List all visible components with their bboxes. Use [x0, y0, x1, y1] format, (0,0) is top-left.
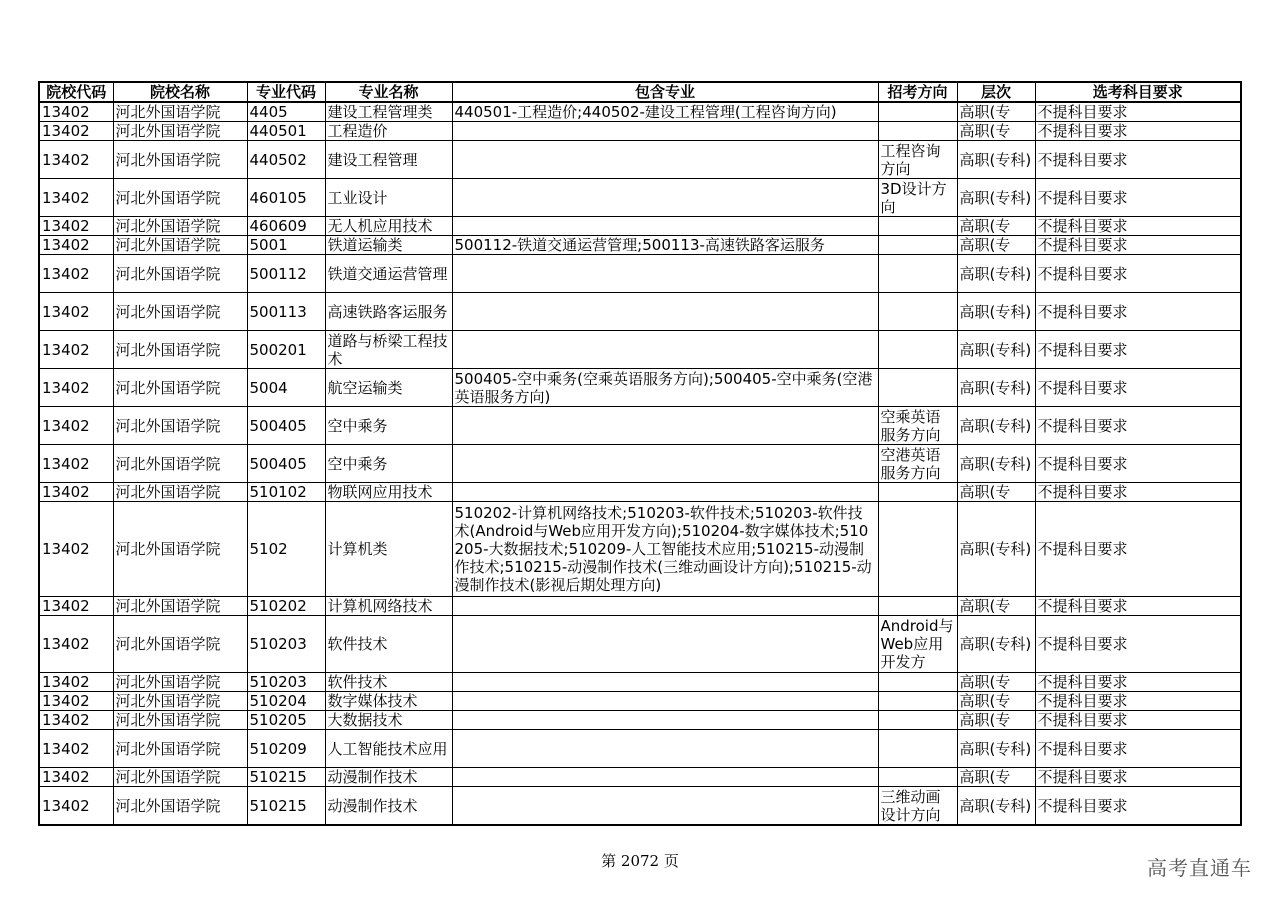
cell-school-name: 河北外国语学院 [113, 730, 247, 768]
cell-major-code: 5004 [247, 369, 325, 407]
cell-level: 高职(专 [957, 122, 1035, 141]
cell-school-name: 河北外国语学院 [113, 179, 247, 217]
cell-subject-requirement: 不提科目要求 [1035, 483, 1241, 502]
cell-school-name: 河北外国语学院 [113, 597, 247, 616]
cell-major-name: 航空运输类 [325, 369, 452, 407]
cell-school-code: 13402 [39, 711, 113, 730]
table-row [39, 711, 1241, 730]
cell-included-majors: 500112-铁道交通运营管理;500113-高速铁路客运服务 [452, 236, 878, 255]
cell-major-code: 440501 [247, 122, 325, 141]
cell-major-name: 动漫制作技术 [325, 787, 452, 826]
cell-school-name: 河北外国语学院 [113, 141, 247, 179]
cell-major-code: 510209 [247, 730, 325, 768]
table-row [39, 673, 1241, 692]
cell-level: 高职(专科) [957, 331, 1035, 369]
cell-school-code: 13402 [39, 502, 113, 597]
cell-major-name: 软件技术 [325, 673, 452, 692]
table-row [39, 293, 1241, 331]
table-row [39, 236, 1241, 255]
cell-subject-requirement: 不提科目要求 [1035, 616, 1241, 673]
cell-school-name: 河北外国语学院 [113, 236, 247, 255]
cell-major-name: 高速铁路客运服务 [325, 293, 452, 331]
cell-direction [878, 730, 957, 768]
cell-level: 高职(专科) [957, 179, 1035, 217]
cell-direction: 空乘英语服务方向 [878, 407, 957, 445]
cell-major-name: 工业设计 [325, 179, 452, 217]
cell-school-name: 河北外国语学院 [113, 217, 247, 236]
cell-subject-requirement: 不提科目要求 [1035, 369, 1241, 407]
cell-major-name: 计算机类 [325, 502, 452, 597]
cell-direction [878, 673, 957, 692]
table-row [39, 616, 1241, 673]
cell-major-code: 500405 [247, 445, 325, 483]
cell-major-code: 510215 [247, 787, 325, 826]
cell-school-code: 13402 [39, 217, 113, 236]
cell-direction [878, 768, 957, 787]
cell-major-name: 大数据技术 [325, 711, 452, 730]
cell-major-code: 460105 [247, 179, 325, 217]
page-number: 第 2072 页 [601, 852, 679, 870]
cell-major-code: 5102 [247, 502, 325, 597]
table-row [39, 331, 1241, 369]
cell-level: 高职(专 [957, 597, 1035, 616]
cell-level: 高职(专科) [957, 255, 1035, 293]
cell-included-majors [452, 445, 878, 483]
cell-level: 高职(专科) [957, 445, 1035, 483]
header-level: 层次 [957, 82, 1035, 102]
cell-school-name: 河北外国语学院 [113, 331, 247, 369]
cell-included-majors: 500405-空中乘务(空乘英语服务方向);500405-空中乘务(空港英语服务方向) [452, 369, 878, 407]
cell-direction [878, 293, 957, 331]
cell-included-majors [452, 597, 878, 616]
cell-school-code: 13402 [39, 141, 113, 179]
table-header-row [39, 82, 1241, 102]
cell-school-code: 13402 [39, 331, 113, 369]
table-row [39, 407, 1241, 445]
cell-school-code: 13402 [39, 787, 113, 826]
cell-major-name: 软件技术 [325, 616, 452, 673]
cell-subject-requirement: 不提科目要求 [1035, 102, 1241, 122]
cell-school-code: 13402 [39, 179, 113, 217]
cell-school-code: 13402 [39, 483, 113, 502]
cell-school-code: 13402 [39, 102, 113, 122]
cell-school-name: 河北外国语学院 [113, 102, 247, 122]
table-row [39, 255, 1241, 293]
cell-direction [878, 502, 957, 597]
cell-major-code: 500405 [247, 407, 325, 445]
cell-subject-requirement: 不提科目要求 [1035, 730, 1241, 768]
cell-level: 高职(专科) [957, 141, 1035, 179]
cell-included-majors [452, 711, 878, 730]
cell-school-name: 河北外国语学院 [113, 711, 247, 730]
header-school-name: 院校名称 [113, 82, 247, 102]
cell-major-name: 铁道交通运营管理 [325, 255, 452, 293]
cell-school-name: 河北外国语学院 [113, 255, 247, 293]
cell-school-name: 河北外国语学院 [113, 369, 247, 407]
cell-school-name: 河北外国语学院 [113, 407, 247, 445]
cell-subject-requirement: 不提科目要求 [1035, 255, 1241, 293]
cell-subject-requirement: 不提科目要求 [1035, 597, 1241, 616]
cell-subject-requirement: 不提科目要求 [1035, 217, 1241, 236]
cell-level: 高职(专科) [957, 293, 1035, 331]
cell-included-majors [452, 331, 878, 369]
cell-included-majors [452, 730, 878, 768]
cell-direction [878, 122, 957, 141]
cell-subject-requirement: 不提科目要求 [1035, 768, 1241, 787]
cell-major-name: 工程造价 [325, 122, 452, 141]
cell-subject-requirement: 不提科目要求 [1035, 711, 1241, 730]
table-row [39, 122, 1241, 141]
cell-major-name: 计算机网络技术 [325, 597, 452, 616]
cell-major-name: 空中乘务 [325, 407, 452, 445]
cell-direction [878, 102, 957, 122]
cell-subject-requirement: 不提科目要求 [1035, 692, 1241, 711]
cell-school-code: 13402 [39, 597, 113, 616]
table-row [39, 730, 1241, 768]
cell-subject-requirement: 不提科目要求 [1035, 502, 1241, 597]
table-row [39, 369, 1241, 407]
table-row [39, 768, 1241, 787]
cell-included-majors: 440501-工程造价;440502-建设工程管理(工程咨询方向) [452, 102, 878, 122]
cell-direction: 工程咨询方向 [878, 141, 957, 179]
table-row [39, 597, 1241, 616]
cell-subject-requirement: 不提科目要求 [1035, 179, 1241, 217]
cell-school-name: 河北外国语学院 [113, 483, 247, 502]
cell-major-code: 510215 [247, 768, 325, 787]
cell-level: 高职(专科) [957, 407, 1035, 445]
cell-subject-requirement: 不提科目要求 [1035, 445, 1241, 483]
cell-major-name: 建设工程管理 [325, 141, 452, 179]
cell-included-majors [452, 141, 878, 179]
cell-level: 高职(专 [957, 673, 1035, 692]
cell-major-name: 无人机应用技术 [325, 217, 452, 236]
cell-subject-requirement: 不提科目要求 [1035, 673, 1241, 692]
cell-included-majors [452, 293, 878, 331]
cell-school-code: 13402 [39, 730, 113, 768]
header-direction: 招考方向 [878, 82, 957, 102]
cell-level: 高职(专科) [957, 369, 1035, 407]
cell-school-code: 13402 [39, 673, 113, 692]
cell-included-majors [452, 692, 878, 711]
cell-major-name: 动漫制作技术 [325, 768, 452, 787]
cell-level: 高职(专 [957, 768, 1035, 787]
cell-major-code: 460609 [247, 217, 325, 236]
table-row [39, 692, 1241, 711]
cell-school-name: 河北外国语学院 [113, 768, 247, 787]
cell-subject-requirement: 不提科目要求 [1035, 141, 1241, 179]
cell-direction [878, 483, 957, 502]
cell-major-code: 500112 [247, 255, 325, 293]
cell-direction [878, 369, 957, 407]
table-row [39, 787, 1241, 826]
cell-subject-requirement: 不提科目要求 [1035, 331, 1241, 369]
cell-included-majors [452, 179, 878, 217]
table-row [39, 102, 1241, 122]
admissions-table [38, 81, 1242, 826]
cell-included-majors [452, 217, 878, 236]
cell-major-name: 空中乘务 [325, 445, 452, 483]
cell-direction: 空港英语服务方向 [878, 445, 957, 483]
cell-included-majors [452, 616, 878, 673]
cell-level: 高职(专 [957, 483, 1035, 502]
header-subject-requirement: 选考科目要求 [1035, 82, 1241, 102]
cell-level: 高职(专 [957, 236, 1035, 255]
header-included-majors: 包含专业 [452, 82, 878, 102]
cell-major-name: 数字媒体技术 [325, 692, 452, 711]
cell-major-code: 510203 [247, 616, 325, 673]
cell-school-code: 13402 [39, 768, 113, 787]
cell-school-code: 13402 [39, 293, 113, 331]
cell-major-code: 500113 [247, 293, 325, 331]
cell-included-majors [452, 255, 878, 293]
cell-major-code: 510204 [247, 692, 325, 711]
cell-major-code: 440502 [247, 141, 325, 179]
table-row [39, 483, 1241, 502]
cell-subject-requirement: 不提科目要求 [1035, 407, 1241, 445]
cell-major-name: 物联网应用技术 [325, 483, 452, 502]
cell-level: 高职(专 [957, 711, 1035, 730]
cell-direction: 三维动画设计方向 [878, 787, 957, 826]
cell-major-name: 建设工程管理类 [325, 102, 452, 122]
cell-included-majors [452, 407, 878, 445]
cell-major-code: 5001 [247, 236, 325, 255]
cell-direction [878, 692, 957, 711]
cell-major-name: 道路与桥梁工程技术 [325, 331, 452, 369]
cell-level: 高职(专 [957, 692, 1035, 711]
cell-level: 高职(专 [957, 217, 1035, 236]
cell-school-code: 13402 [39, 692, 113, 711]
cell-school-code: 13402 [39, 407, 113, 445]
cell-included-majors [452, 673, 878, 692]
cell-school-name: 河北外国语学院 [113, 692, 247, 711]
cell-major-name: 人工智能技术应用 [325, 730, 452, 768]
cell-direction: Android与Web应用开发方 [878, 616, 957, 673]
cell-school-code: 13402 [39, 122, 113, 141]
header-school-code: 院校代码 [39, 82, 113, 102]
cell-direction [878, 711, 957, 730]
table-row [39, 445, 1241, 483]
cell-school-code: 13402 [39, 616, 113, 673]
cell-level: 高职(专 [957, 102, 1035, 122]
cell-major-code: 510202 [247, 597, 325, 616]
cell-included-majors: 510202-计算机网络技术;510203-软件技术;510203-软件技术(Android与Web应用开发方向);510204-数字媒体技术;510205-大数据技术;510209-人工智能技术应用;510215-动漫制作技术;510215-动漫制作技术(三维动画设计方向);510215-动漫制作技术(影视后期处理方向) [452, 502, 878, 597]
cell-major-code: 510102 [247, 483, 325, 502]
cell-level: 高职(专科) [957, 502, 1035, 597]
cell-school-code: 13402 [39, 445, 113, 483]
cell-included-majors [452, 122, 878, 141]
cell-major-code: 510203 [247, 673, 325, 692]
cell-included-majors [452, 483, 878, 502]
header-major-code: 专业代码 [247, 82, 325, 102]
cell-school-code: 13402 [39, 369, 113, 407]
header-major-name: 专业名称 [325, 82, 452, 102]
table-row [39, 502, 1241, 597]
cell-school-name: 河北外国语学院 [113, 122, 247, 141]
cell-subject-requirement: 不提科目要求 [1035, 236, 1241, 255]
table-row [39, 179, 1241, 217]
cell-school-name: 河北外国语学院 [113, 445, 247, 483]
cell-school-name: 河北外国语学院 [113, 673, 247, 692]
cell-level: 高职(专科) [957, 616, 1035, 673]
table-row [39, 141, 1241, 179]
cell-major-code: 510205 [247, 711, 325, 730]
table-row [39, 217, 1241, 236]
cell-major-code: 500201 [247, 331, 325, 369]
cell-direction: 3D设计方向 [878, 179, 957, 217]
cell-school-name: 河北外国语学院 [113, 502, 247, 597]
cell-school-name: 河北外国语学院 [113, 293, 247, 331]
cell-school-code: 13402 [39, 255, 113, 293]
cell-direction [878, 236, 957, 255]
cell-direction [878, 255, 957, 293]
cell-direction [878, 331, 957, 369]
cell-school-name: 河北外国语学院 [113, 616, 247, 673]
cell-school-name: 河北外国语学院 [113, 787, 247, 826]
cell-level: 高职(专科) [957, 787, 1035, 826]
cell-major-code: 4405 [247, 102, 325, 122]
cell-included-majors [452, 787, 878, 826]
cell-level: 高职(专科) [957, 730, 1035, 768]
cell-direction [878, 597, 957, 616]
cell-direction [878, 217, 957, 236]
cell-included-majors [452, 768, 878, 787]
cell-subject-requirement: 不提科目要求 [1035, 122, 1241, 141]
cell-subject-requirement: 不提科目要求 [1035, 293, 1241, 331]
watermark-logo-text: 高考直通车 [1147, 856, 1252, 880]
cell-major-name: 铁道运输类 [325, 236, 452, 255]
cell-subject-requirement: 不提科目要求 [1035, 787, 1241, 826]
cell-school-code: 13402 [39, 236, 113, 255]
